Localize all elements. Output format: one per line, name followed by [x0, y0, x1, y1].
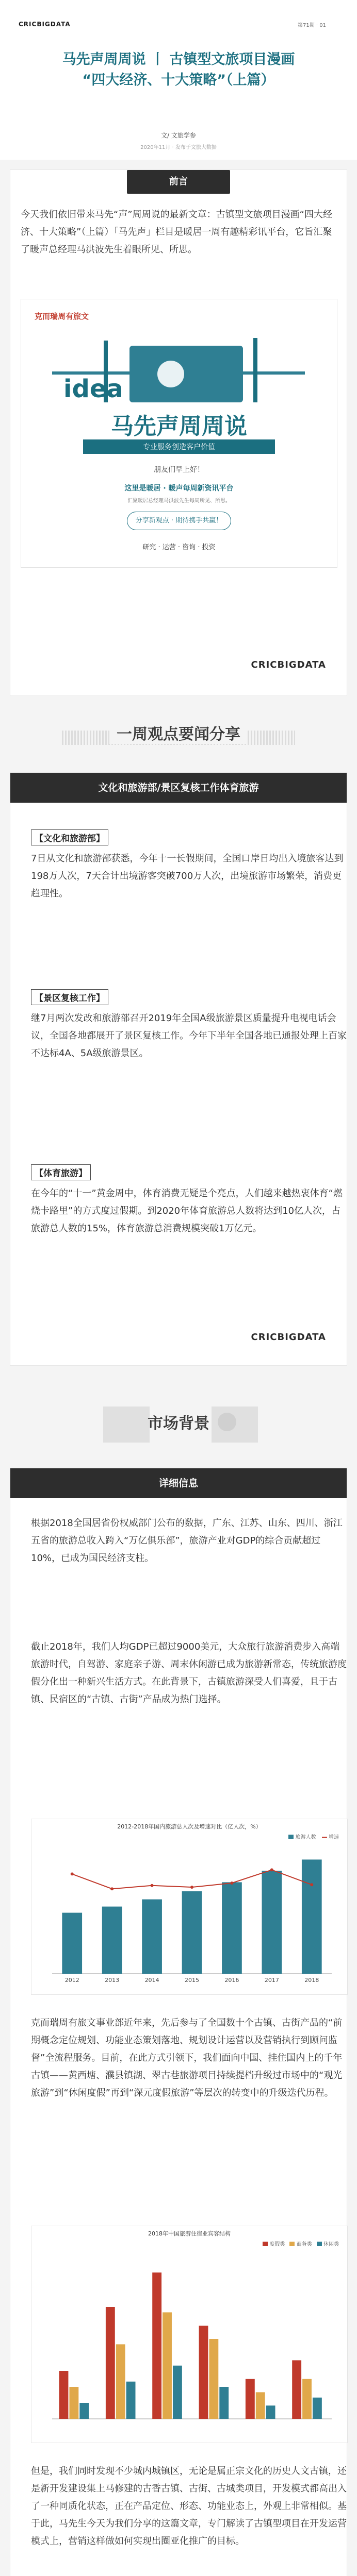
poster-greeting: 朋友们早上好！	[154, 466, 204, 474]
growth-point	[110, 1887, 113, 1890]
chart2-legend-item-2: 商务类	[296, 2242, 312, 2247]
bar	[219, 2387, 229, 2419]
bar	[152, 2273, 161, 2419]
date-line: 2020年11月 · 发布于文旅大数据	[140, 145, 217, 150]
chart1-title: 2012-2018年国内旅游总人次及增速对比（亿人次，%）	[117, 1823, 262, 1830]
bar	[262, 1871, 282, 1974]
chart2-legend-item-1: 度假类	[269, 2242, 285, 2247]
bar	[209, 2339, 218, 2419]
bar	[302, 2379, 312, 2419]
title-line-2: “四大经济、十大策略”（上篇）	[82, 72, 275, 88]
growth-point	[270, 1868, 273, 1871]
item-text-1: 7日从文化和旅游部获悉，今年十一长假期间，全国口岸日均出入境旅客达到198万人次，7天合计出境游客突破700万人次，出境旅游市场繁荣，消费更趋理性。	[31, 853, 344, 899]
bar	[182, 1891, 202, 1974]
bar	[246, 2379, 255, 2419]
x-tick-label: 2015	[185, 1977, 199, 1984]
poster-desc: 汇聚暖居总经理马洪波先生每周所见、所思。	[127, 498, 231, 504]
bar	[102, 1907, 122, 1974]
detail-card-title: 详细信息	[10, 1468, 347, 1498]
item-text-2: 继7月两次发改和旅游部召开2019年全国A级旅游景区质量提升电视电话会议，全国各地都展开了景区复核工作。今年下半年全国各地已通报处理上百家不达标4A、5A级旅游景区。	[31, 1013, 347, 1059]
chart2-title: 2018年中国旅游住宿业宾客结构	[148, 2230, 231, 2237]
bar	[173, 2366, 182, 2419]
title-line-1: 马先声周周说 丨 古镇型文旅项目漫画	[62, 52, 295, 67]
item-text-3: 在今年的“十一”黄金周中，体育消费无疑是个亮点，人们越来越热衷体育“燃烧卡路里”的方式度过假期。到2020年体育旅游总人数将达到10亿人次，占旅游总人数的15%，体育旅游总消费规模突破1万亿元。	[31, 1188, 343, 1234]
intro-poster	[21, 299, 337, 568]
chart-tourism-trend	[31, 1819, 348, 1995]
growth-point	[71, 1872, 74, 1875]
bar	[292, 2360, 301, 2419]
growth-point	[190, 1886, 193, 1889]
bar	[266, 2405, 275, 2419]
puzzle-illustration	[52, 335, 305, 413]
growth-point	[310, 1883, 313, 1886]
detail-paragraph-2: 截止2018年，我们人均GDP已超过9000美元，大众旅行旅游消费步入高端旅游时代，自驾游、家庭亲子游、周末休闲游已成为旅游新常态，传统旅游度假分化出一种新兴生活方式。在此背景下，古镇旅游深受人们喜爱，且于古镇、民宿区的“古镇、古街”产品成为热门选择。	[31, 1641, 347, 1705]
preface-label: 前言	[127, 170, 230, 194]
news-panel	[10, 773, 347, 1365]
x-tick-label: 2017	[264, 1977, 279, 1984]
chart1-svg	[31, 1840, 347, 1994]
poster-tags: 研究 · 运营 · 咨询 · 投资	[142, 544, 216, 551]
chart-guest-structure	[31, 2226, 348, 2443]
bar	[163, 2312, 172, 2419]
x-tick-label: 2016	[224, 1977, 239, 1984]
chart1-legend-item-1: 旅游人数	[295, 1835, 316, 1840]
bar	[199, 2326, 208, 2419]
x-tick-label: 2018	[304, 1977, 319, 1984]
x-tick-label: 2012	[64, 1977, 79, 1984]
bar	[59, 2371, 69, 2419]
detail-paragraph-1: 根据2018全国居省份权威部门公布的数据，广东、江苏、山东、四川、浙江五省的旅游总收入跨入“万亿俱乐部”，旅游产业对GDP的综合贡献超过10%，已成为国民经济支柱。	[31, 1518, 343, 1564]
share-button[interactable]: 分享新观点 · 期待携手共赢！	[127, 512, 231, 530]
news-card-title: 文化和旅游部/景区复核工作体育旅游	[10, 773, 347, 803]
growth-point	[230, 1882, 233, 1885]
watermark-2: CRICBIGDATA	[251, 1332, 326, 1343]
bar	[256, 2392, 265, 2419]
article-title	[0, 44, 357, 124]
section-heading-1	[0, 721, 357, 757]
detail-paragraph-3: 克而瑞周有旅文事业部近年来，先后参与了全国数十个古镇、古街产品的“前期概念定位规划、功能业态策划落地、规划设计运营以及营销执行到顾问监督”全流程服务。目前，在此方式引领下，我们面向中国、挂住国内上的千年古镇——黄西塘、濮县镇湖、翠古巷旅游项目持续提档升级过市场中的“观光旅游”到“休闲度假”再到“深元度假旅游”等层次的转变中的升级迭代历程。	[31, 2018, 343, 2098]
article-meta	[0, 124, 357, 160]
chart1-legend-item-2: 增速	[329, 1835, 339, 1840]
poster-logo: 克而瑞周有旅文	[35, 312, 89, 321]
poster-title: 马先声周周说	[111, 413, 247, 439]
growth-point	[151, 1884, 154, 1887]
x-tick-label: 2013	[105, 1977, 120, 1984]
brand-label: CRICBIGDATA	[19, 21, 71, 28]
preface-text: 今天我们依旧带来马先“声”周周说的最新文章：古镇型文旅项目漫画“四大经济、十大策略”（上篇）「马先声」栏目是暖居一周有趣精彩讯平台，它旨汇聚了暖声总经理马洪波先生着眼所见、所思。	[21, 209, 332, 255]
detail-panel	[10, 1468, 347, 2576]
bar	[142, 1900, 162, 1974]
author-line: 文/ 文旅学参	[161, 132, 196, 139]
bar	[106, 2307, 115, 2419]
bar	[79, 2403, 89, 2419]
bar	[62, 1913, 82, 1974]
bar	[126, 2382, 136, 2419]
detail-paragraph-4: 但是，我们同时发现不少城内城镇区，无论是属正宗文化的历史人文古镇，还是新开发建设集上马修建的古香古镇、古街、古城类项目，开发模式都高出入了一种同质化状态，正在产品定位、形态、功能业态上，外观上非常相似。基于此，马先生今天为我们分享的这篇文章，专门解读了古镇型项目在开发运营模式上，营销这样做如何实现出圈亚化推广的目标。	[31, 2466, 347, 2547]
section-title-1: 一周观点要闻分享	[109, 721, 248, 744]
bar	[116, 2344, 125, 2419]
watermark-1: CRICBIGDATA	[251, 659, 326, 670]
top-bar	[0, 0, 357, 44]
svg-text:idea: idea	[63, 375, 123, 403]
x-tick-label: 2014	[144, 1977, 159, 1984]
bar	[313, 2398, 322, 2419]
item-tag-3: 【体育旅游】	[31, 1164, 91, 1180]
poster-subtitle: 专业服务创造客户价值	[83, 439, 275, 454]
section-heading-2	[0, 1401, 357, 1448]
bar	[69, 2387, 78, 2419]
item-tag-2: 【景区复核工作】	[31, 989, 108, 1005]
item-tag-1: 【文化和旅游部】	[31, 829, 108, 845]
poster-slogan: 这里是暖居 · 暖声每周新资讯平台	[124, 484, 234, 493]
preface-panel	[10, 170, 347, 696]
issue-label: 第71期 · 01	[298, 23, 326, 28]
chart1-legend	[288, 1833, 339, 1840]
bar	[302, 1859, 322, 1974]
bar	[222, 1882, 242, 1974]
chart2-legend-item-3: 休闲类	[323, 2242, 339, 2247]
chart2-svg	[31, 2249, 347, 2439]
chart2-legend	[263, 2240, 339, 2247]
section-title-2: 市场背景	[148, 1415, 209, 1433]
